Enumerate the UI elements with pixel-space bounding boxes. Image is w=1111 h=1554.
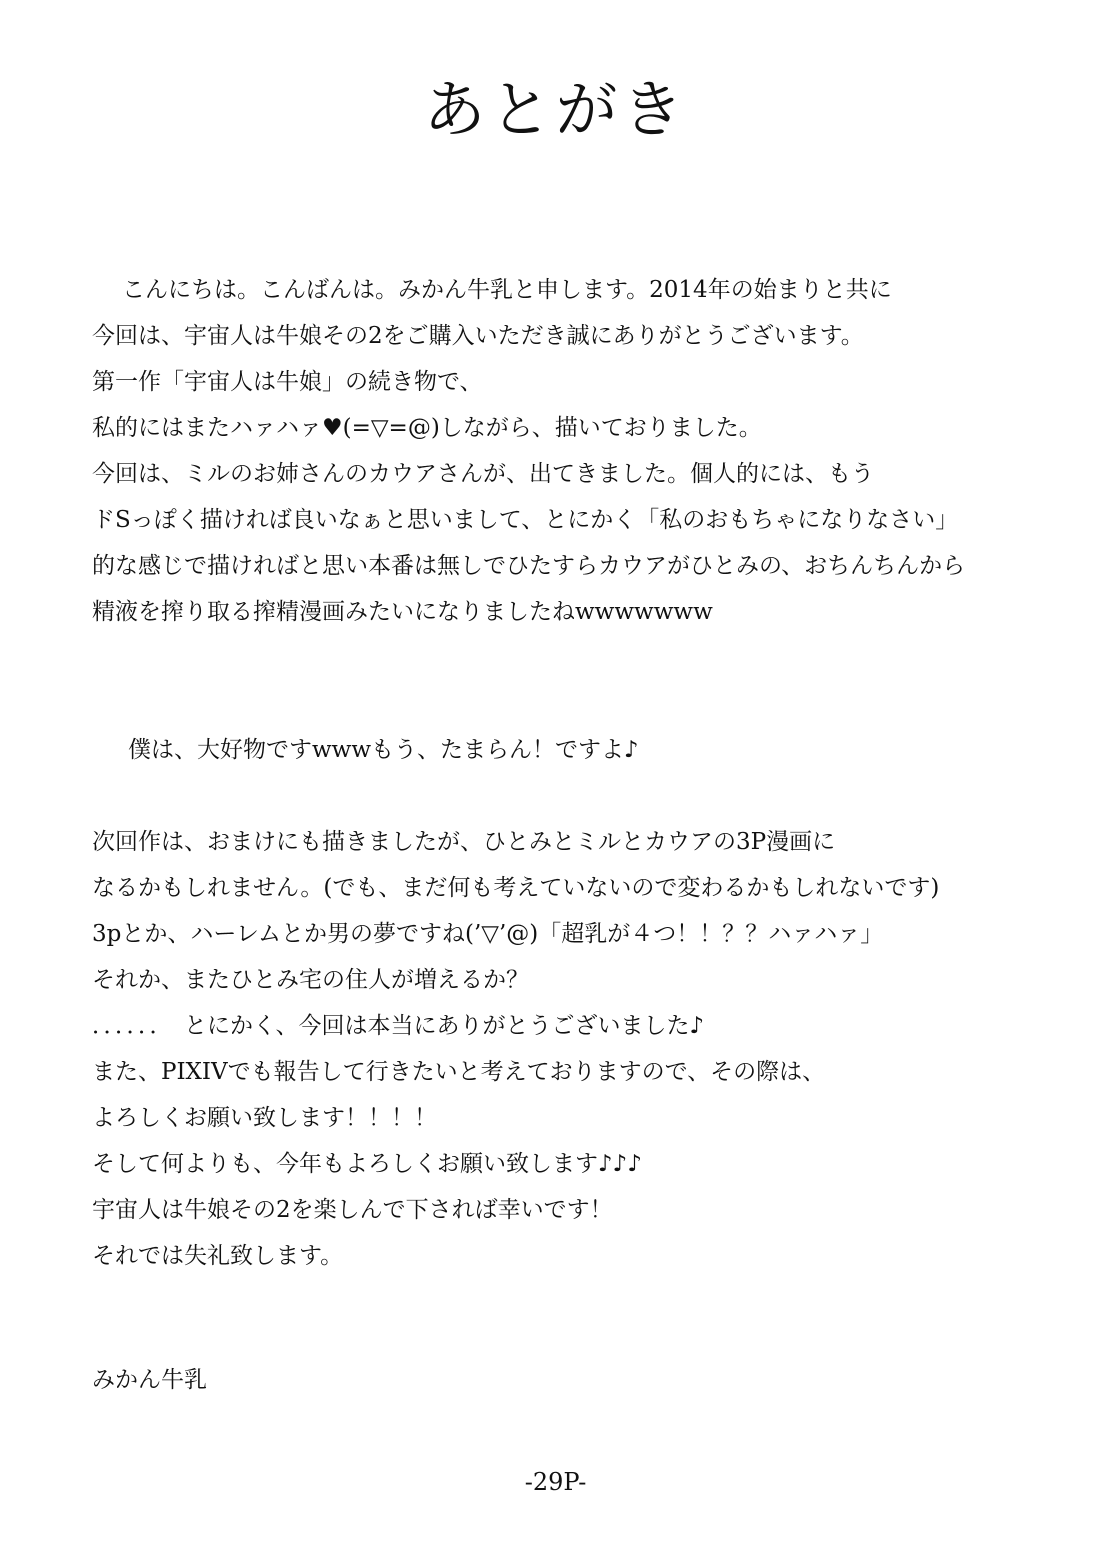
text-line: それか、またひとみ宅の住人が増えるか？	[92, 967, 529, 993]
blank-line	[92, 778, 1082, 814]
text-line: ドSっぽく描ければ良いなぁと思いまして、とにかく「私のおもちゃになりなさい」	[92, 507, 959, 533]
blank-line	[92, 686, 1082, 722]
text-line: 今回は、宇宙人は牛娘その2をご購入いただき誠にありがとうございます。	[92, 323, 864, 349]
text-line: ．．．．．． とにかく、今回は本当にありがとうございました♪	[92, 1013, 705, 1039]
afterword-body	[92, 272, 1082, 1284]
text-line: 精液を搾り取る搾精漫画みたいになりましたねwwwwwww	[92, 599, 713, 625]
text-line: また、PIXIVでも報告して行きたいと考えておりますので、その際は、	[92, 1059, 826, 1085]
text-line: 第一作「宇宙人は牛娘」の続き物で、	[92, 369, 483, 395]
text-line: 僕は、大好物ですwwwもう、たまらん！ですよ♪	[128, 737, 639, 763]
text-line: よろしくお願い致します！！！！	[92, 1105, 437, 1131]
text-line: 次回作は、おまけにも描きましたが、ひとみとミルとカウアの3P漫画に	[92, 829, 836, 855]
blank-line	[92, 640, 1082, 676]
page-title: あとがき	[423, 73, 688, 146]
text-line: 今回は、ミルのお姉さんのカウアさんが、出てきました。個人的には、もう	[92, 461, 874, 487]
text-line: 私的にはまたハァハァ♥(=▽=@)しながら、描いておりました。	[92, 415, 762, 441]
text-line: こんにちは。こんばんは。みかん牛乳と申します。2014年の始まりと共に	[122, 277, 892, 303]
text-line: それでは失礼致します。	[92, 1243, 344, 1269]
text-line: 宇宙人は牛娘その2を楽しんで下されば幸いです！	[92, 1197, 613, 1223]
text-line: 的な感じで描ければと思い本番は無しでひたすらカウアがひとみの、おちんちんから	[92, 553, 966, 579]
text-line: そして何よりも、今年もよろしくお願い致します♪♪♪	[92, 1151, 643, 1177]
text-line: なるかもしれません。(でも、まだ何も考えていないので変わるかもしれないです)	[92, 875, 940, 901]
page-number: -29P-	[524, 1468, 587, 1496]
text-line: 3pとか、ハーレムとか男の夢ですね(’▽’@)「超乳が４つ！！？？ハァハァ」	[92, 921, 884, 947]
author-signature: みかん牛乳	[92, 1367, 207, 1393]
